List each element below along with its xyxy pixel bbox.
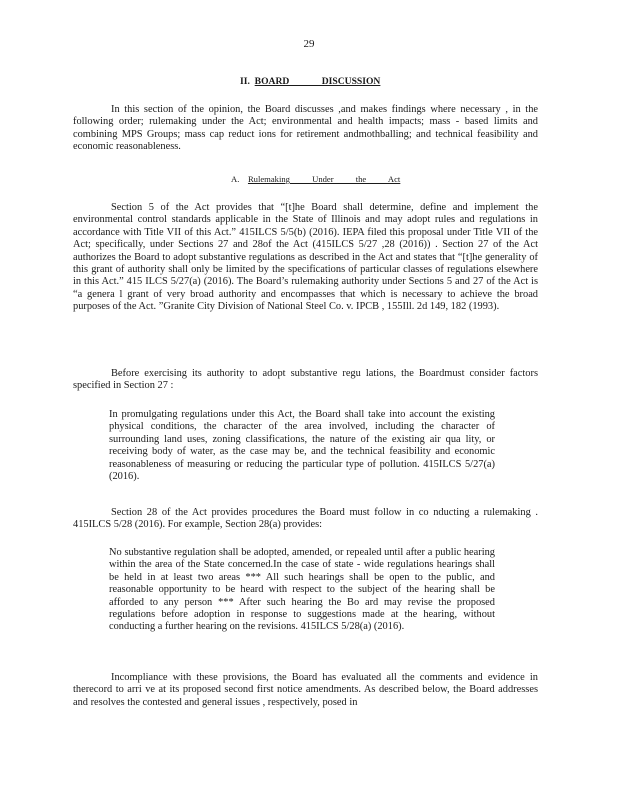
subsection-letter: A.	[231, 174, 240, 184]
paragraph-before-exercising: Before exercising its authority to adopt substantive regu lations, the Boardmust consider factors specified in Section 27 :	[73, 368, 538, 392]
block-quote-section-28a: No substantive regulation shall be adopted, amended, or repealed until after a public hearing within the area of the State concerned.In the case of state - wide regulations hearings shall be held in at least two areas *** All such hearings shall be open to the public, and reasonable opportunity to be heard with respect to the subject of the hearing shall be afforded to any person *** After such hearing the Bo ard may revise the proposed regulations before adoption in response to suggestions made at the hearing, without conducting a further hearing on the revisions. 415ILCS 5/28(a) (2016).	[109, 547, 495, 633]
block-quote-section-27: In promulgating regulations under this Act, the Board shall take into account the existing physical conditions, the character of the area involved, including the character of surrounding land uses, zoning classifications, the nature of the existing air qua lity, or receiving body of water, as the case may be, and the technical feasibility and economic reasonableness of measuring or reducing the particular type of pollution. 415ILCS 5/27(a) (2016).	[109, 409, 495, 483]
section-title: BOARD DISCUSSION	[254, 76, 381, 87]
page-number: 29	[303, 38, 315, 50]
subsection-heading	[231, 173, 400, 185]
paragraph-section-28: Section 28 of the Act provides procedures the Board must follow in co nducting a rulemaking . 415ILCS 5/28 (2016). For example, Section 28(a) provides:	[73, 507, 538, 531]
paragraph-section-5: Section 5 of the Act provides that “[t]he Board shall determine, define and implement the environmental control standards applicable in the State of Illinois and may adopt rules and regulations in accordance with Title VII of this Act.” 415ILCS 5/5(b) (2016). IEPA filed this proposal under Title VII of the Act; specifically, under Sections 27 and 28of the Act (415ILCS 5/27 ,28 (2016)) . Section 27 of the Act authorizes the Board to adopt substantive regulations as described in the Act and states that “[t]he generality of this grant of authority shall only be limited by the specifications of particular classes of regulations elsewhere in this Act.” 415 ILCS 5/27(a) (2016). The Board’s rulemaking authority under Sections 5 and 27 of the Act is “a genera l grant of very broad authority and encompasses that which is necessary to achieve the broad purposes of the Act. ”Granite City Division of National Steel Co. v. IPCB , 155Ill. 2d 149, 182 (1993).	[73, 202, 538, 313]
paragraph-in-compliance: Incompliance with these provisions, the Board has evaluated all the comments and evidence in therecord to arri ve at its proposed second first notice amendments. As described below, the Board addresses and resolves the contested and general issues , respectively, posed in	[73, 672, 538, 708]
section-numeral: II.	[240, 76, 250, 87]
section-heading	[240, 76, 380, 88]
subsection-title: Rulemaking Under the Act	[247, 174, 401, 184]
intro-paragraph: In this section of the opinion, the Board discusses ,and makes findings where necessary , in the following order; rulemaking under the Act; environmental and health impacts; mass - based limits and combining MPS Groups; mass cap reduct ions for retirement andmothballing; and technical feasibility and economic reasonableness.	[73, 104, 538, 153]
